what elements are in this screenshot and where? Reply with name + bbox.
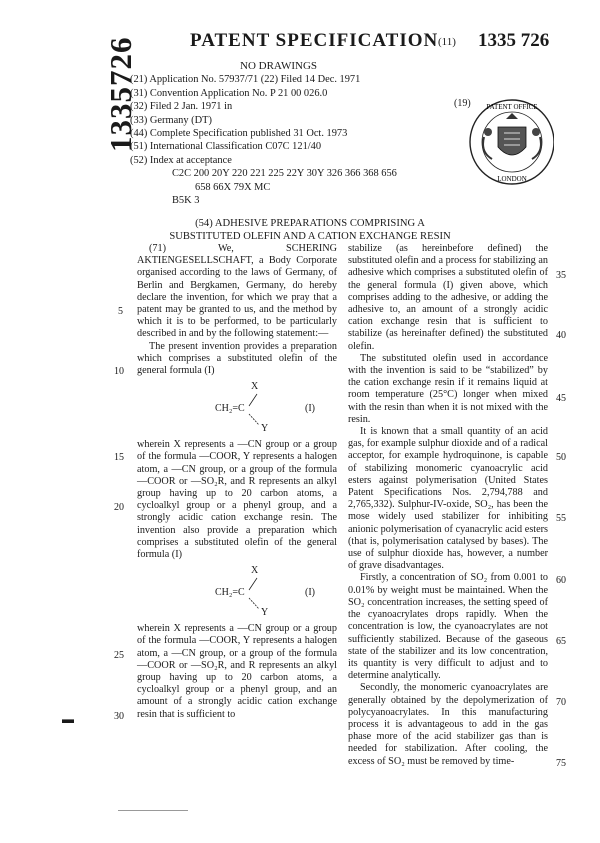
line-number: 55	[556, 513, 566, 524]
formula-2-y: Y	[261, 607, 269, 619]
formula-2	[137, 565, 337, 617]
right-column	[348, 243, 548, 768]
application-line: (21) Application No. 57937/71 (22) Filed 14 Dec. 1971	[130, 74, 361, 86]
left-paragraph-3: wherein X represents a —CN group or a group of the formula —COOR, Y represents a halogen atom, a —CN group, or a group of the formula —COOR or —SO₂R, and R represents an alkyl group having up to 20 carbon atoms, a cycloalkyl group or a phenyl group, and a strongly acidic cation exchange resin. The invention also provide a preparation which comprises a substituted olefin of the general formula (I)	[137, 439, 337, 561]
convention-line: (31) Convention Application No. P 21 00 026.0	[130, 87, 328, 99]
line-number: 70	[556, 697, 566, 708]
formula-2-label: (I)	[305, 587, 315, 599]
left-paragraph-2: The present invention provides a preparation which comprises a substituted olefin of the general formula (I)	[137, 340, 337, 377]
line-number: 15	[114, 452, 124, 463]
line-number: 25	[114, 650, 124, 661]
patent-office-seal	[462, 97, 554, 187]
index-codes-2: 658 66X 79X MC	[195, 181, 271, 193]
patent-number: 1335 726	[478, 30, 550, 51]
title-line-2: SUBSTITUTED OLEFIN AND A CATION EXCHANGE RESIN	[169, 231, 451, 242]
seal-label: (19)	[454, 98, 471, 109]
index-line: (52) Index at acceptance	[130, 154, 232, 166]
invention-title	[150, 217, 470, 243]
formula-2-x: X	[251, 565, 259, 577]
right-paragraph-1: stabilize (as hereinbefore defined) the substituted olefin and a process for stabilizing an adhesive which comprises a substituted olefin of the general formula (I) given above, which comprises adding to the adhesive, or adding the adhesive to, an amount of a strongly acidic cation exchange resin that is sufficient to stabilize (as hereinafter defined) the substituted olefin.	[348, 243, 548, 352]
line-number: 50	[556, 452, 566, 463]
no-drawings: NO DRAWINGS	[240, 60, 318, 72]
seal-top-text: PATENT OFFICE	[486, 103, 538, 111]
formula-2-ch: CH₂=C	[215, 587, 245, 599]
left-paragraph-4: wherein X represents a —CN group or a group of the formula —COOR, Y represents a halogen atom, a —CN group, or a group of the formula —COOR or —SO₂R, and R represents an alkyl group having up to 20 carbon atoms, a cycloalkyl group or a phenyl group, and an amount of a strongly acidic cation exchange resin that is sufficient to	[137, 623, 337, 720]
document-title: PATENT SPECIFICATION	[190, 30, 439, 51]
footer-rule	[118, 810, 188, 811]
country-line: (33) Germany (DT)	[130, 114, 212, 126]
line-number: 10	[114, 366, 124, 377]
formula-1-label: (I)	[305, 403, 315, 415]
line-number: 40	[556, 330, 566, 341]
line-number: 5	[118, 306, 123, 317]
margin-mark: ▬	[62, 712, 74, 726]
published-line: (44) Complete Specification published 31 Oct. 1973	[130, 128, 348, 140]
classification-line: (51) International Classification C07C 121/40	[130, 141, 322, 153]
right-paragraph-3: It is known that a small quantity of an acid gas, for example sulphur dioxide and of a radical acceptor, for example hydroquinone, is capable of stabilizing monomeric cyanoacrylic acid esters against polymerisation (United States Patent Specifications Nos. 2,794,788 and 2,765,332). Sulphur-IV-oxide, SO₂, has been the mose widely used stabilizer for inhibiting anionic polymerisation of cyanacrylic acid esters (that is, polymerisation catalysed by bases). The use of sulphur dioxide has, however, a number of grave disadvantages.	[348, 426, 548, 572]
line-number: 35	[556, 270, 566, 281]
filed-line: (32) Filed 2 Jan. 1971 in	[130, 101, 233, 113]
line-number: 20	[114, 502, 124, 513]
line-number: 65	[556, 636, 566, 647]
left-paragraph-1: (71) We, SCHERING AKTIENGESELLSCHAFT, a Body Corporate organised according to the laws of Germany, of Berlin and Bergkamen, Germany, do hereby declare the invention, for which we pray that a patent may be granted to us, and the method by which it is to be performed, to be particularly described in and by the following statement:—	[137, 243, 337, 340]
right-paragraph-2: The substituted olefin used in accordance with the invention is said to be “stabilized” by the cation exchange resin if it remains liquid at room temperature (25°C) longer when mixed with the resin than when it is not mixed with the resin.	[348, 352, 548, 425]
index-codes-3: B5K 3	[172, 195, 200, 207]
line-number: 45	[556, 393, 566, 404]
formula-1-ch: CH₂=C	[215, 403, 245, 415]
number-label: (11)	[438, 36, 456, 48]
formula-1	[137, 381, 337, 433]
formula-1-x: X	[251, 381, 259, 393]
right-paragraph-5: Secondly, the monomeric cyanoacrylates are generally obtained by the depolymerization of polycyanoacrylates. In this manufacturing process it is advantageous to add in the gas phase more of the acid stabilizer gas than is needed for stabilization. After cooling, the excess of SO₂ must be removed by time-	[348, 682, 548, 767]
left-column	[137, 243, 337, 721]
index-codes-1: C2C 200 20Y 220 221 225 22Y 30Y 326 366 368 656	[172, 168, 397, 180]
side-patent-number: 1335726	[103, 36, 138, 152]
bibliographic-data	[130, 60, 450, 207]
right-paragraph-4: Firstly, a concentration of SO₂ from 0.001 to 0.01% by weight must be maintained. When the SO₂ concentration increases, the setting speed of the cyanoacrylates drops rapidly. When the concentration is low, the cyanoacrylates are not sufficiently stabilized. Because of the gaseous state of the stabilizer and its low concentration, its quantity is very difficult to adjust and to determine analytically.	[348, 572, 548, 682]
line-number: 30	[114, 711, 124, 722]
line-number: 60	[556, 575, 566, 586]
title-line-1: (54) ADHESIVE PREPARATIONS COMPRISING A	[195, 218, 425, 229]
line-number: 75	[556, 758, 566, 769]
formula-1-y: Y	[261, 423, 269, 435]
seal-bottom-text: LONDON	[497, 175, 527, 183]
